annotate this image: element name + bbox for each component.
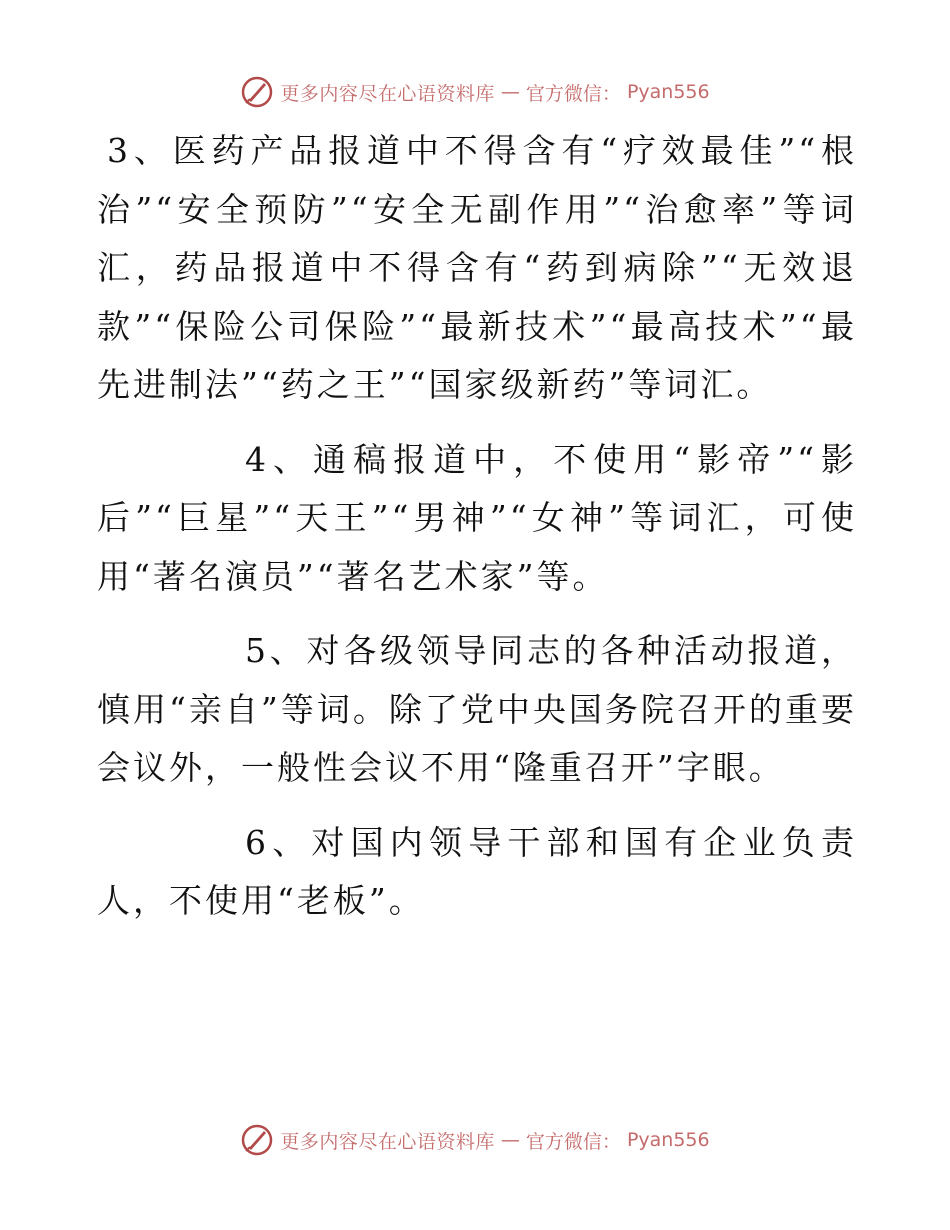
quill-logo-icon — [240, 1123, 274, 1157]
watermark-wechat-label: 官方微信： — [525, 1130, 621, 1153]
watermark-wechat-id: Pyan556 — [626, 1129, 710, 1151]
paragraph-5: 5、对各级领导同志的各种活动报道，慎用“亲自”等词。除了党中央国务院召开的重要会议外，一般性会议不用“隆重召开”字眼。 — [97, 631, 857, 787]
watermark-site: 更多内容尽在心语资料库 — [280, 82, 495, 105]
watermark-wechat-label: 官方微信： — [525, 82, 621, 105]
header-watermark — [0, 72, 950, 112]
footer-watermark — [0, 1120, 950, 1160]
quill-logo-icon — [240, 75, 274, 109]
document-body — [97, 122, 857, 947]
watermark-dash: — — [500, 1129, 520, 1151]
watermark-wechat-id: Pyan556 — [626, 81, 710, 103]
paragraph-3: 3、医药产品报道中不得含有“疗效最佳”“根治”“安全预防”“安全无副作用”“治愈率”等词汇，药品报道中不得含有“药到病除”“无效退款”“保险公司保险”“最新技术”“最高技术”“最先进制法”“药之王”“国家级新药”等词汇。 — [97, 131, 857, 404]
watermark-dash: — — [500, 81, 520, 103]
paragraph-6: 6、对国内领导干部和国有企业负责人，不使用“老板”。 — [97, 822, 857, 920]
watermark-site: 更多内容尽在心语资料库 — [280, 1130, 495, 1153]
paragraph-4: 4、通稿报道中，不使用“影帝”“影后”“巨星”“天王”“男神”“女神”等词汇，可使用“著名演员”“著名艺术家”等。 — [97, 439, 857, 596]
